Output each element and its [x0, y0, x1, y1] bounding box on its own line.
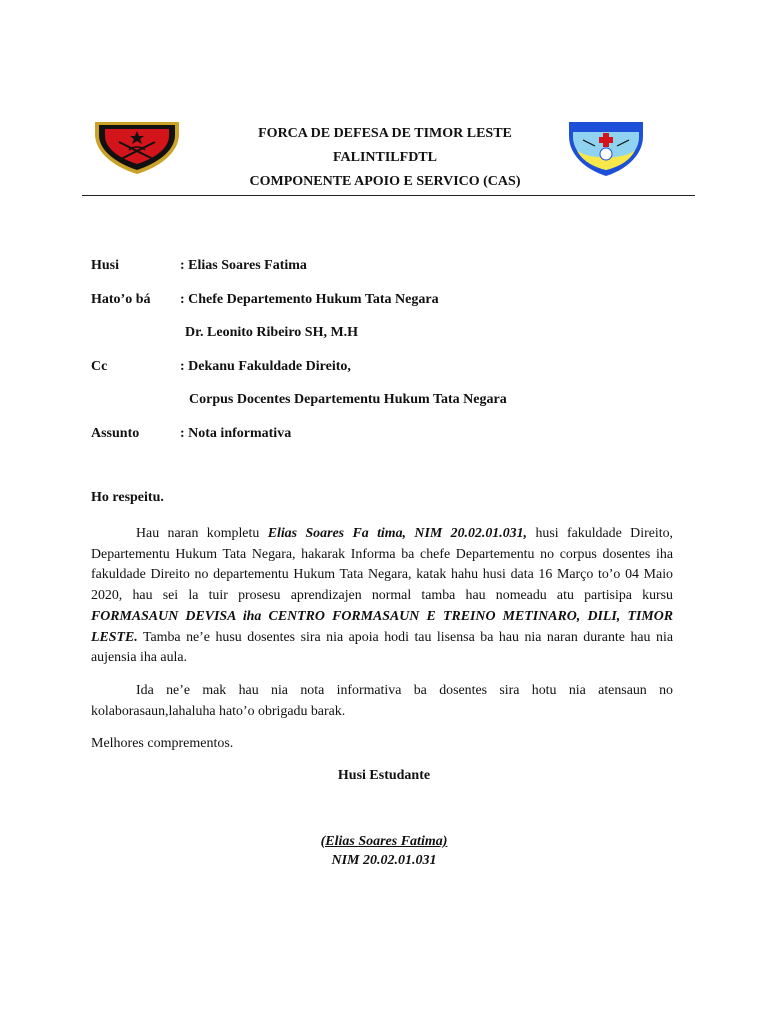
signature-title: Husi Estudante — [337, 768, 431, 783]
subject-label: Assunto — [91, 426, 140, 441]
p1-student-name: Elias Soares Fa tima, NIM 20.02.01.031, — [267, 526, 528, 541]
p1-end: Tamba ne’e husu dosentes sira nia apoia hodi tau lisensa ba hau nia naran durante hau nia aujensia iha aula. — [91, 629, 673, 666]
falintil-fdtl-emblem-icon — [93, 120, 181, 176]
paragraph-2: Ida ne’e mak hau nia nota informativa ba dosentes sira hotu nia atensaun no kolaborasaun,lahaluha hato’o obrigadu barak. — [91, 683, 673, 719]
closing: Melhores comprementos. — [91, 736, 234, 751]
signature-name — [0, 834, 768, 850]
greeting: Ho respeitu. — [91, 490, 164, 505]
cc-value: : Dekanu Fakuldade Direito, — [180, 359, 351, 374]
org-abbreviation: FALINTILFDTL — [333, 150, 437, 165]
subject-value: : Nota informativa — [180, 426, 292, 441]
p1-course-name: FORMASAUN DEVISA iha CENTRO FORMASAUN E TREINO METINARO, DILI, TIMOR LESTE. — [91, 608, 673, 645]
to-value: : Chefe Departemento Hukum Tata Negara — [180, 292, 439, 307]
signature-name-text: (Elias Soares Fatima) — [320, 834, 448, 849]
paragraph-1 — [91, 524, 673, 669]
cas-emblem-icon — [567, 120, 645, 178]
org-name: FORCA DE DEFESA DE TIMOR LESTE — [258, 126, 512, 141]
component-name: COMPONENTE APOIO E SERVICO (CAS) — [249, 174, 521, 189]
p1-middle: husi fakuldade Direito, Departementu Hukum Tata Negara, hakarak Informa ba chefe Departementu no corpus dosentes iha fakuldade Direito no departementu Hukum Tata Negara, katak hahu husi data 16 Março to’o 04 Maio 2020, hau sei la tuir prosesu aprendizajen normal tamba hau nomeadu atu partisipa kursu — [91, 526, 673, 604]
to-value-2: Dr. Leonito Ribeiro SH, M.H — [185, 325, 359, 340]
from-value: : Elias Soares Fatima — [180, 258, 307, 273]
p1-intro: Hau naran kompletu — [136, 526, 268, 541]
signature-nim: NIM 20.02.01.031 — [331, 853, 437, 868]
cc-label: Cc — [91, 359, 108, 374]
letterhead — [200, 122, 570, 194]
cc-value-2: Corpus Docentes Departementu Hukum Tata Negara — [189, 392, 507, 407]
from-label: Husi — [91, 258, 120, 273]
header-divider — [82, 195, 695, 196]
to-label: Hato’o bá — [91, 292, 151, 307]
